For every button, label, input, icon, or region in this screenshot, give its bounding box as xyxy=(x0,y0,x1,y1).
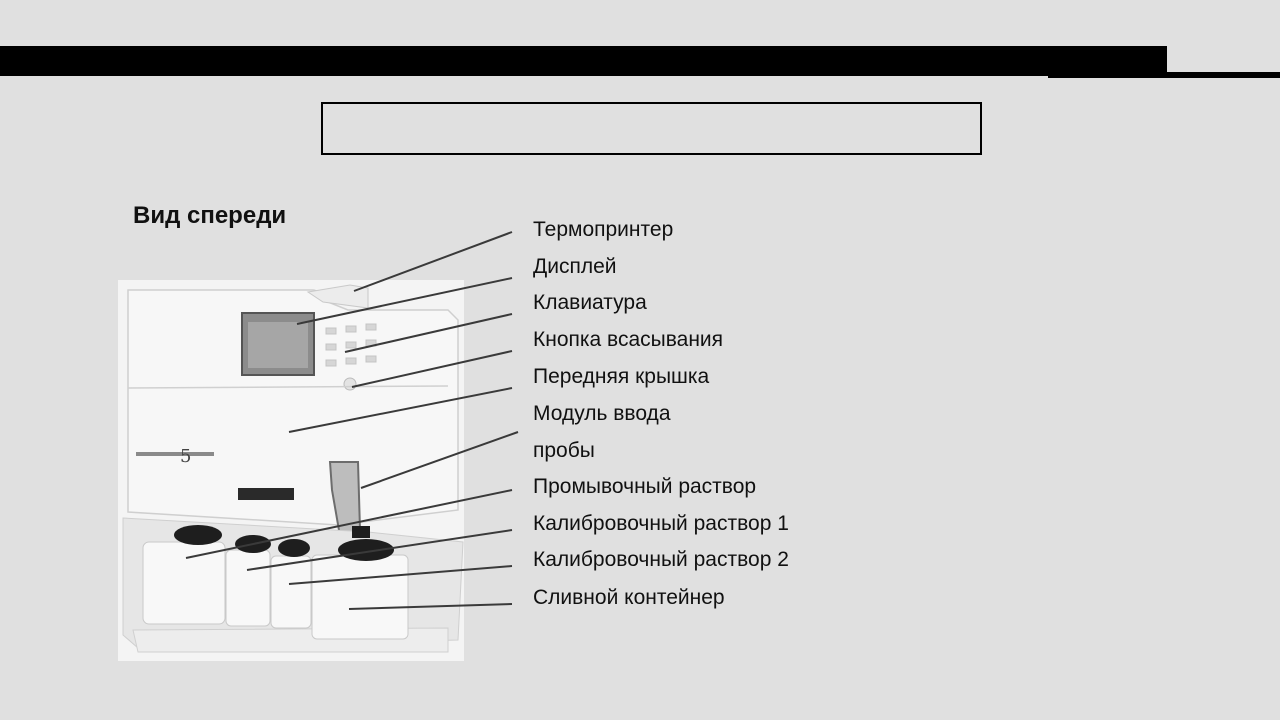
leader-sample-module xyxy=(361,432,518,488)
label-aspiration-button: Кнопка всасывания xyxy=(533,328,724,351)
label-front-cover: Передняя крышка xyxy=(533,365,710,388)
leader-keypad xyxy=(345,314,512,352)
label-thermo-printer: Термопринтер xyxy=(533,218,674,241)
label-wash-solution: Промывочный раствор xyxy=(533,475,757,498)
leader-calibrant-2 xyxy=(289,566,512,584)
label-calibrant-2: Калибровочный раствор 2 xyxy=(533,548,789,571)
badge-number: 5 xyxy=(180,446,192,467)
leader-waste-container xyxy=(349,604,512,609)
label-calibrant-1: Калибровочный раствор 1 xyxy=(533,512,789,535)
label-keypad: Клавиатура xyxy=(533,291,647,314)
label-sample-module-line1: Модуль ввода xyxy=(533,402,671,425)
label-display: Дисплей xyxy=(533,255,617,278)
leader-aspiration-button xyxy=(352,351,512,387)
leader-front-cover xyxy=(289,388,512,432)
label-sample-module-line2: пробы xyxy=(533,439,595,462)
label-waste-container: Сливной контейнер xyxy=(533,586,725,609)
leader-wash-solution xyxy=(186,490,512,558)
leader-display xyxy=(297,278,512,324)
front-view-heading: Вид спереди xyxy=(133,202,287,229)
